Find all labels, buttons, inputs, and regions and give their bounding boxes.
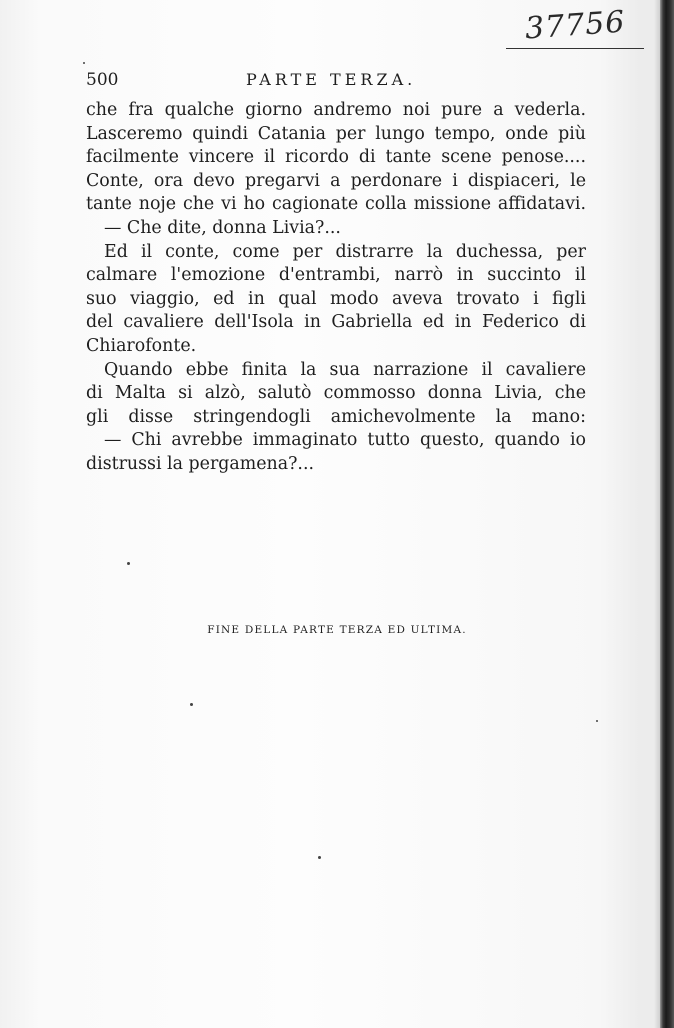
running-title: PARTE TERZA. [246, 70, 417, 89]
text-line: tante noje che vi ho cagionate colla missione affidatavi. [86, 194, 586, 215]
paper-speck [318, 856, 321, 859]
text-line: del cavaliere dell'Isola in Gabriella ed in Federico di [86, 312, 586, 333]
text-line: Quando ebbe finita la sua narrazione il cavaliere [104, 359, 586, 380]
paper-speck [190, 703, 193, 706]
text-line: distrussi la pergamena?... [86, 453, 315, 474]
text-line: Chiarofonte. [86, 335, 197, 356]
text-line: Ed il conte, come per distrarre la duchessa, per [104, 241, 586, 262]
colophon: FINE DELLA PARTE TERZA ED ULTIMA. [207, 624, 467, 636]
handwritten-shelfmark: 37756 [523, 4, 627, 47]
shelfmark-underline [506, 48, 644, 49]
text-line: gli disse stringendogli amichevolmente la mano: [86, 406, 586, 427]
text-line: — Chi avrebbe immaginato tutto questo, quando io [104, 430, 586, 451]
paper-speck [596, 720, 598, 722]
paper-speck [83, 62, 85, 64]
text-line: calmare l'emozione d'entrambi, narrò in succinto il [86, 265, 586, 286]
paper-speck [127, 562, 130, 565]
text-line: facilmente vincere il ricordo di tante scene penose.... [86, 147, 586, 168]
page-header [86, 70, 586, 94]
text-line: Conte, ora devo pregarvi a perdonare i dispiaceri, le [86, 170, 586, 191]
text-line: di Malta si alzò, salutò commosso donna Livia, che [86, 383, 586, 404]
text-line: — Che dite, donna Livia?... [104, 217, 341, 238]
text-line: suo viaggio, ed in qual modo aveva trovato i figli [86, 288, 586, 309]
page-number: 500 [86, 70, 119, 90]
text-line: che fra qualche giorno andremo noi pure a vederla. [86, 100, 586, 120]
book-binding-edge [660, 0, 674, 1028]
text-line: Lasceremo quindi Catania per lungo tempo, onde più [86, 123, 586, 144]
body-text [86, 99, 586, 477]
